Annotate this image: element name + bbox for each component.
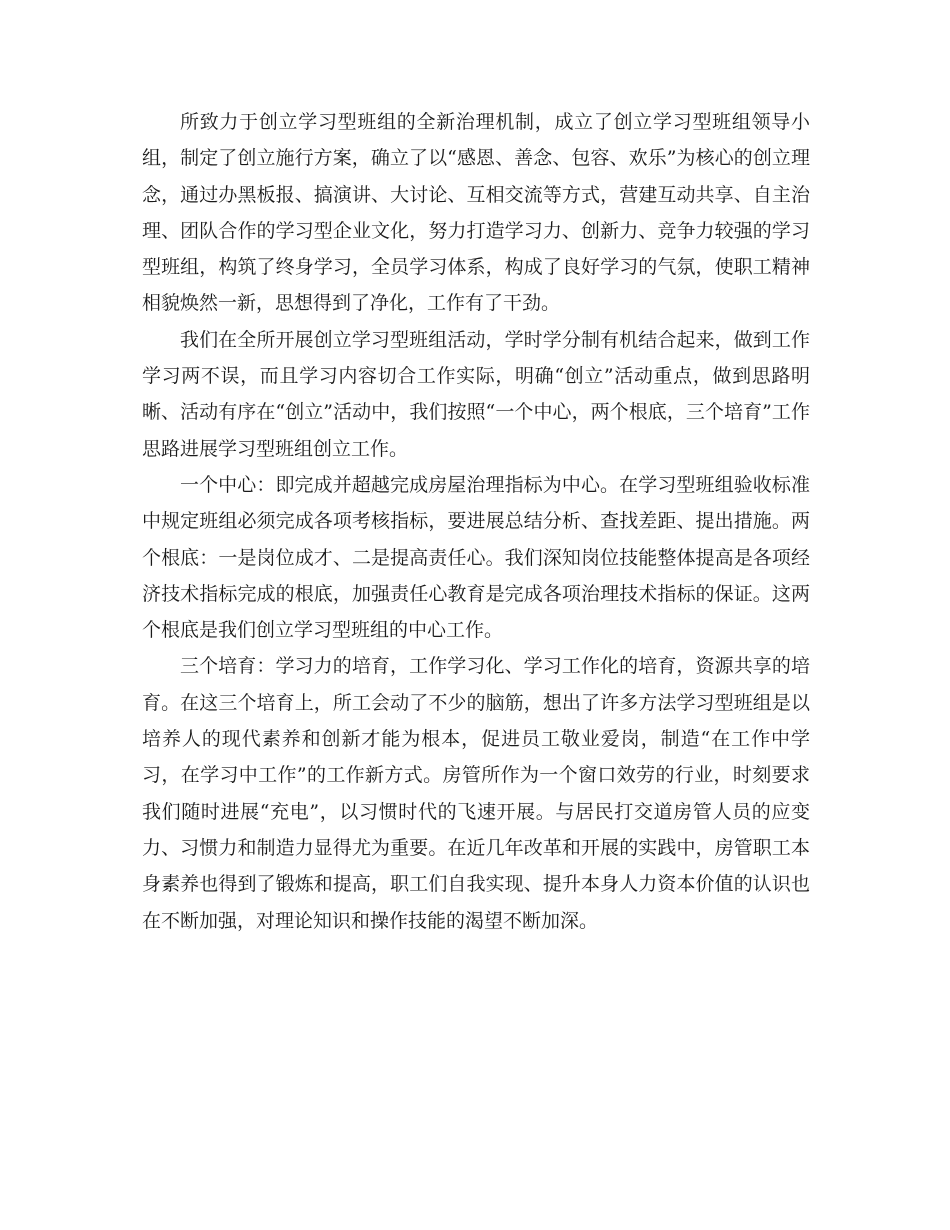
paragraph-4: 三个培育：学习力的培育，工作学习化、学习工作化的培育，资源共享的培育。在这三个培育上，所工会动了不少的脑筋，想出了许多方法学习型班组是以培养人的现代素养和创新才能为根本，促进员工敬业爱岗，制造“在工作中学习，在学习中工作”的工作新方式。房管所作为一个窗口效劳的行业，时刻要求我们随时进展“充电”，以习惯时代的飞速开展。与居民打交道房管人员的应变力、习惯力和制造力显得尤为重要。在近几年改革和开展的实践中，房管职工本身素养也得到了锻炼和提高，职工们自我实现、提升本身人力资本价值的认识也在不断加强，对理论知识和操作技能的渴望不断加深。 [142,655,810,932]
paragraph-1: 所致力于创立学习型班组的全新治理机制，成立了创立学习型班组领导小组，制定了创立施行方案，确立了以“感恩、善念、包容、欢乐”为核心的创立理念，通过办黑板报、搞演讲、大讨论、互相交流等方式，营建互动共享、自主治理、团队合作的学习型企业文化，努力打造学习力、创新力、竞争力较强的学习型班组，构筑了终身学习，全员学习体系，构成了良好学习的气氛，使职工精神相貌焕然一新，思想得到了净化，工作有了干劲。 [142,111,810,315]
paragraph-3: 一个中心：即完成并超越完成房屋治理指标为中心。在学习型班组验收标准中规定班组必须完成各项考核指标，要进展总结分析、查找差距、提出措施。两个根底：一是岗位成才、二是提高责任心。我们深知岗位技能整体提高是各项经济技术指标完成的根底，加强责任心教育是完成各项治理技术指标的保证。这两个根底是我们创立学习型班组的中心工作。 [142,473,810,642]
document-body [142,104,810,939]
paragraph-2: 我们在全所开展创立学习型班组活动，学时学分制有机结合起来，做到工作学习两不误，而且学习内容切合工作实际，明确“创立”活动重点，做到思路明晰、活动有序在“创立”活动中，我们按照“一个中心，两个根底，三个培育”工作思路进展学习型班组创立工作。 [142,328,810,460]
